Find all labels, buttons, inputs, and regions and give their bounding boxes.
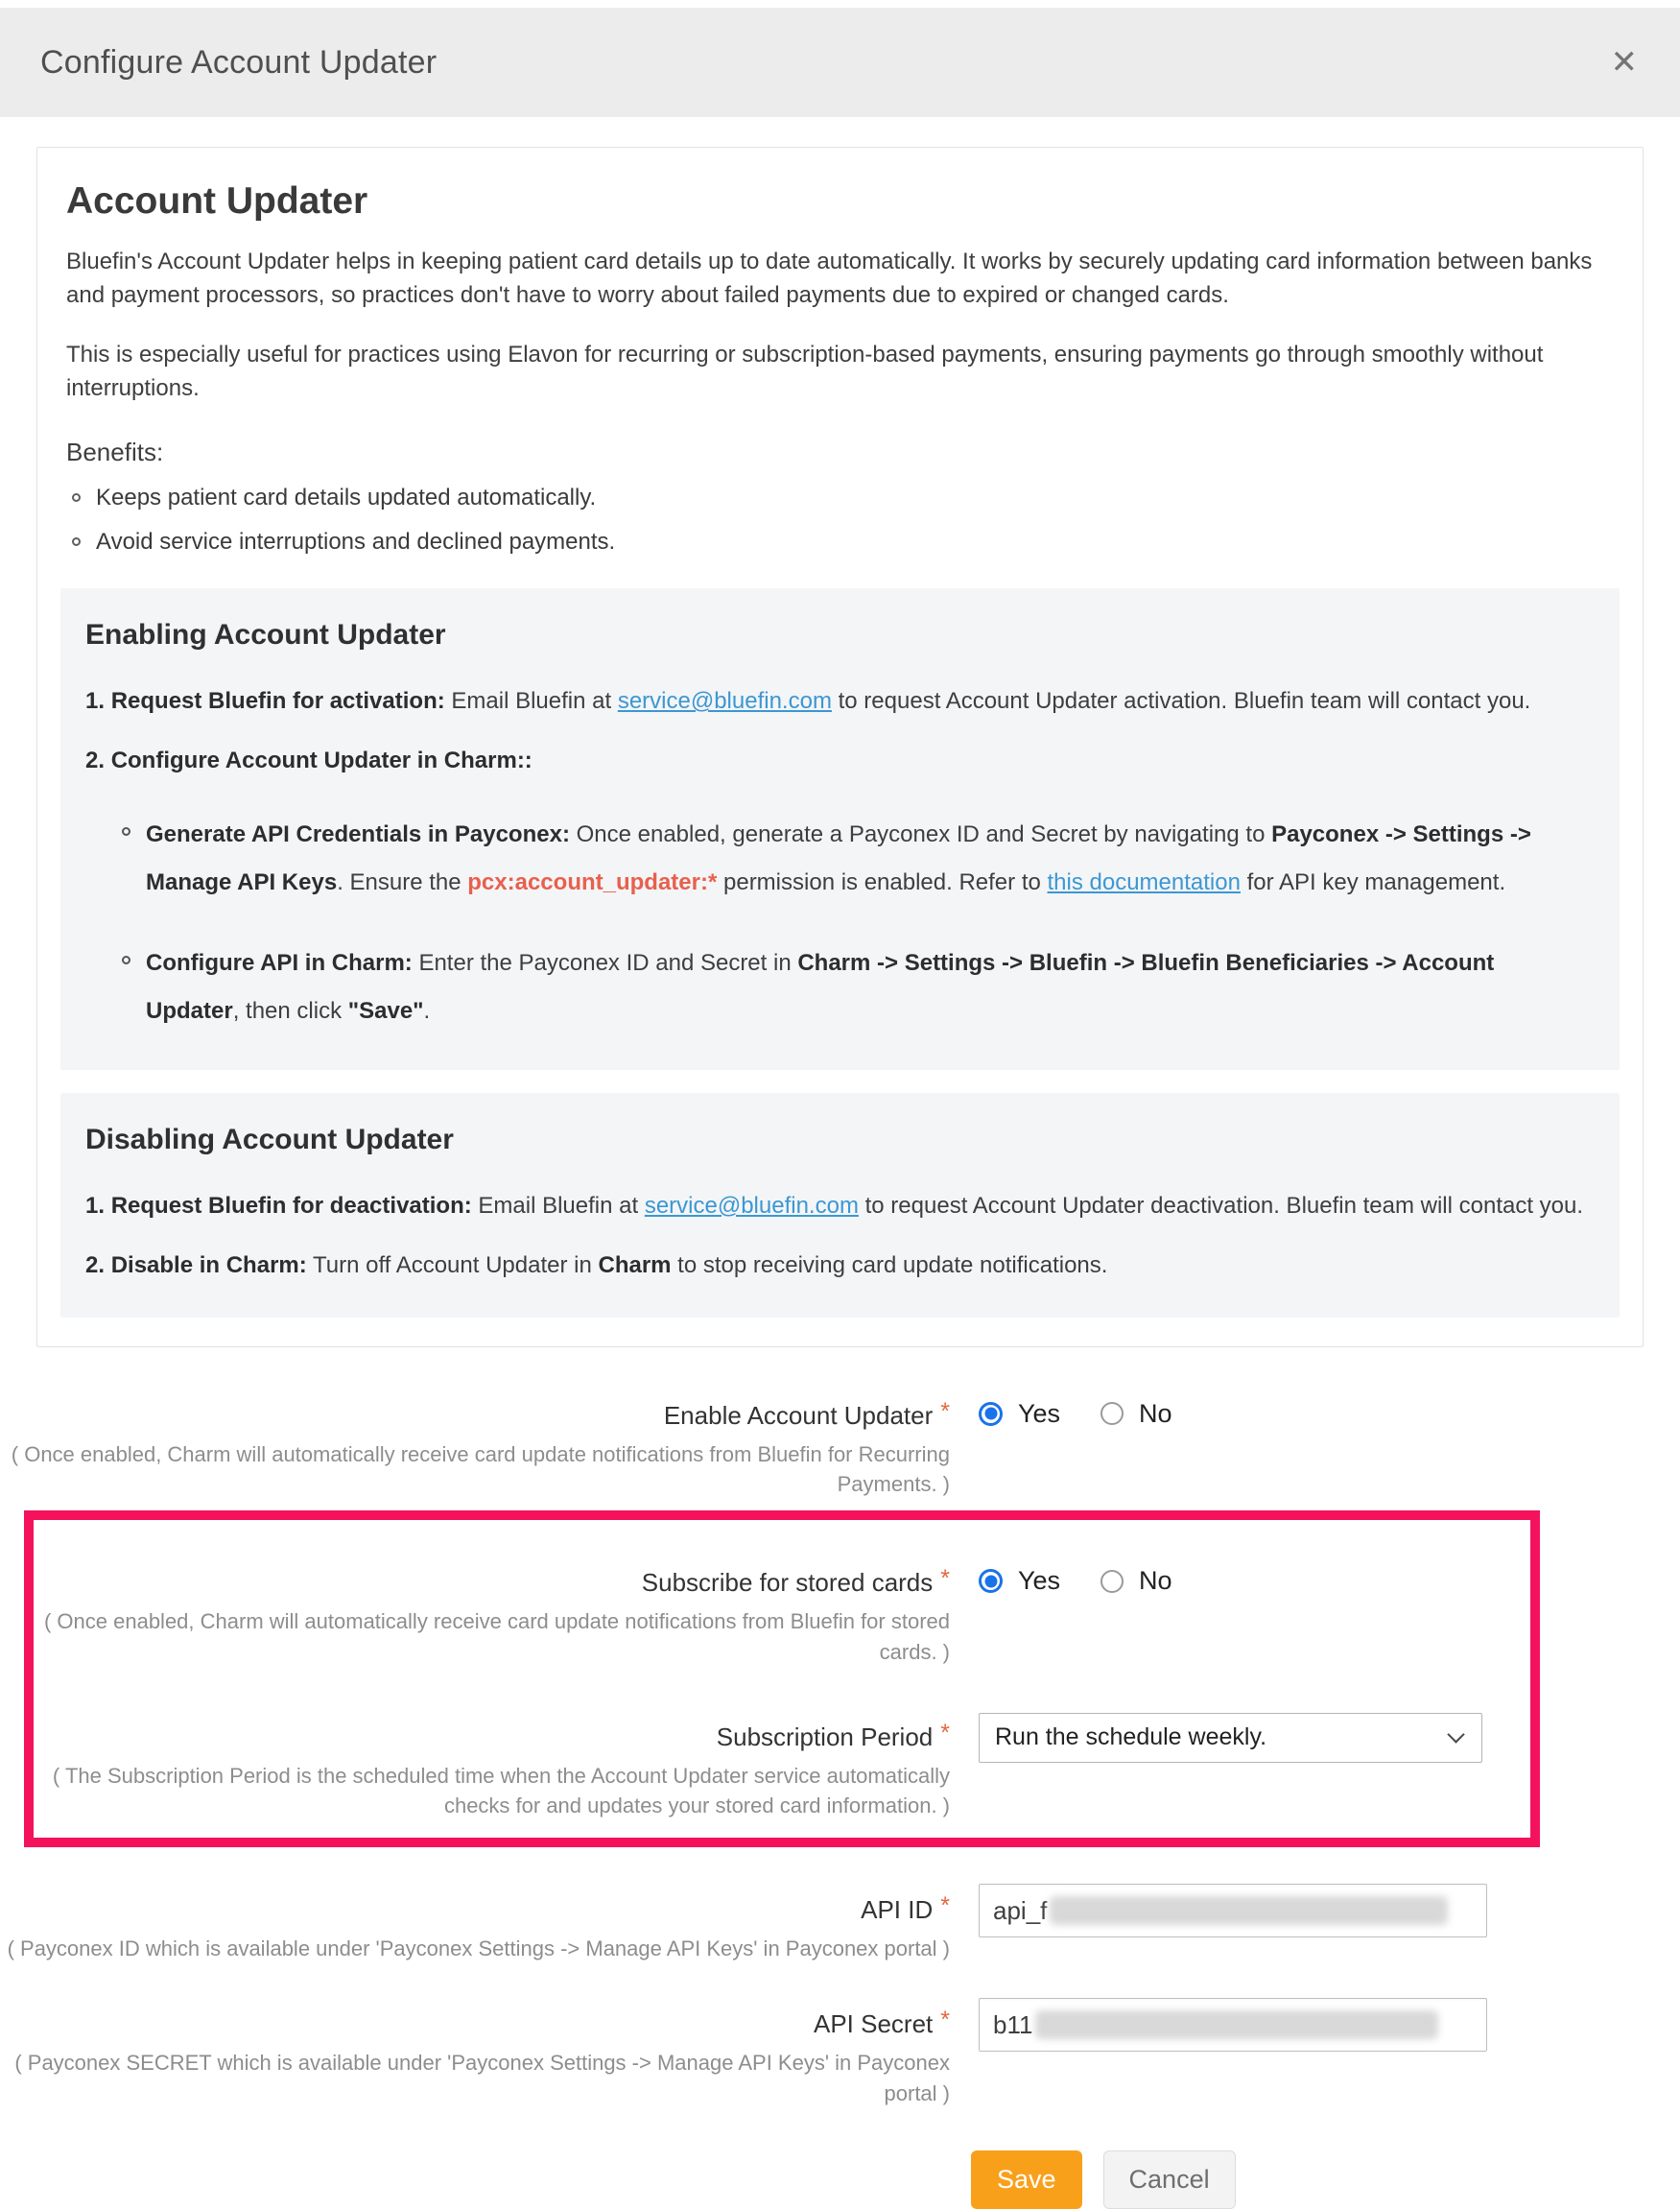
enabling-section-title: Enabling Account Updater	[85, 619, 446, 652]
form-actions	[971, 2150, 1680, 2209]
modal-header	[0, 8, 1680, 117]
step-lead: Configure Account Updater in Charm::	[110, 748, 532, 774]
period-help-text: ( The Subscription Period is the scheduled time when the Account Updater service automatically checks for and updates your stored card information. )	[52, 1763, 950, 1817]
substep-text: Generate API Credentials in Payconex: Once enabled, generate a Payconex ID and Secret by navigating to Payconex -> Settings -> Manage API Keys. Ensure the pcx:account_updater:* permission is enabled. Refer to this documentation for API key management.	[146, 821, 1531, 896]
page-title: Account Updater	[66, 180, 368, 222]
radio-option-yes[interactable]: Yes	[1018, 1566, 1061, 1596]
service-email-link[interactable]: service@bluefin.com	[617, 688, 832, 715]
benefits-title: Benefits:	[66, 438, 164, 467]
disabling-step-1: 1. Request Bluefin for deactivation: Email Bluefin at service@bluefin.com to request Account Updater deactivation. Bluefin team will contact you.	[85, 1192, 1584, 1219]
benefit-item	[72, 485, 1620, 511]
radio-option-yes[interactable]: Yes	[1018, 1398, 1061, 1428]
benefit-text: Keeps patient card details updated automatically.	[96, 485, 597, 511]
bullet-circle-icon	[122, 827, 130, 836]
subscription-period-select[interactable]	[979, 1713, 1482, 1763]
radio-selected-icon[interactable]	[979, 1402, 1003, 1426]
subscribe-help-text: ( Once enabled, Charm will automatically receive card update notifications from Bluefin for stored cards. )	[43, 1609, 950, 1664]
settings-form	[0, 1397, 1680, 2209]
step-lead: Request Bluefin for deactivation:	[110, 1192, 472, 1219]
step-number: 1.	[85, 688, 106, 715]
required-asterisk: *	[940, 1719, 950, 1746]
subscribe-radio-group	[979, 1566, 1197, 1596]
cancel-button[interactable]: Cancel	[1103, 2150, 1236, 2209]
api-secret-value: b11	[993, 2009, 1033, 2039]
step-lead: Request Bluefin for activation:	[110, 688, 445, 715]
step-text: Email Bluefin at	[444, 688, 618, 715]
subscribe-label: Subscribe for stored cards	[641, 1568, 934, 1598]
enable-label: Enable Account Updater	[663, 1400, 934, 1430]
radio-unselected-icon[interactable]	[1100, 1402, 1124, 1425]
radio-unselected-icon[interactable]	[1100, 1570, 1124, 1593]
redacted-api-secret	[1035, 2010, 1438, 2039]
substep-lead: Generate API Credentials in Payconex:	[146, 821, 570, 848]
disabling-section	[60, 1093, 1620, 1318]
modal-title: Configure Account Updater	[40, 43, 438, 81]
bullet-circle-icon	[72, 493, 81, 502]
required-asterisk: *	[940, 1565, 950, 1593]
step-number: 1.	[85, 1192, 106, 1219]
documentation-link[interactable]: this documentation	[1047, 869, 1241, 896]
enabling-step-2	[85, 744, 1591, 778]
api-secret-input[interactable]	[979, 1998, 1487, 2052]
disabling-step-2: 2. Disable in Charm: Turn off Account Updater in Charm to stop receiving card update notifications.	[85, 1251, 1108, 1278]
bullet-circle-icon	[122, 956, 130, 964]
redacted-api-id	[1050, 1896, 1448, 1925]
select-value: Run the schedule weekly.	[995, 1723, 1267, 1751]
subscription-period-row	[34, 1713, 1530, 1820]
api-id-row	[0, 1884, 1680, 1963]
period-label: Subscription Period	[716, 1722, 934, 1751]
bullet-circle-icon	[72, 537, 81, 546]
api-id-input[interactable]	[979, 1884, 1487, 1937]
step-number: 2.	[85, 1251, 106, 1278]
required-asterisk: *	[940, 1892, 950, 1920]
highlight-annotation-box	[24, 1510, 1540, 1847]
subscribe-stored-cards-row	[34, 1565, 1530, 1666]
benefit-item	[72, 529, 1620, 556]
radio-selected-icon[interactable]	[979, 1569, 1003, 1593]
step-text: to request Account Updater activation. Bluefin team will contact you.	[831, 688, 1531, 715]
radio-option-no[interactable]: No	[1139, 1398, 1172, 1428]
chevron-down-icon	[1447, 1726, 1464, 1744]
intro-paragraph-1: Bluefin's Account Updater helps in keeping patient card details up to date automatically. It works by securely updating card information between banks and payment processors, so practices don't have to worry about failed payments due to expired or changed cards.	[66, 249, 1593, 308]
enable-help-text: ( Once enabled, Charm will automatically receive card update notifications from Bluefin for Recurring Payments. )	[11, 1441, 950, 1497]
required-asterisk: *	[940, 1397, 950, 1425]
benefit-text: Avoid service interruptions and declined payments.	[96, 529, 616, 556]
radio-option-no[interactable]: No	[1139, 1566, 1172, 1596]
step-number: 2.	[85, 748, 106, 774]
enabling-substep-1	[122, 811, 1591, 907]
api-id-value: api_f	[993, 1895, 1048, 1925]
enable-account-updater-row	[0, 1397, 1680, 1499]
api-id-help-text: ( Payconex ID which is available under 'Payconex Settings -> Manage API Keys' in Payconex portal )	[7, 1936, 950, 1961]
step-lead: Disable in Charm:	[110, 1251, 307, 1278]
radio-dot	[984, 1575, 997, 1587]
api-secret-label: API Secret	[813, 2009, 934, 2039]
disabling-section-title: Disabling Account Updater	[85, 1123, 454, 1155]
save-button[interactable]: Save	[971, 2150, 1082, 2209]
content-card	[36, 147, 1644, 1347]
enabling-section	[60, 588, 1620, 1070]
api-secret-row	[0, 1998, 1680, 2107]
api-secret-help-text: ( Payconex SECRET which is available under 'Payconex Settings -> Manage API Keys' in Payconex portal )	[14, 2051, 950, 2105]
intro-paragraph-2: This is especially useful for practices using Elavon for recurring or subscription-based payments, ensuring payments go through smoothly without interruptions.	[66, 342, 1544, 401]
permission-code: pcx:account_updater:*	[467, 869, 718, 896]
enabling-substep-2	[122, 939, 1591, 1035]
substep-text: Configure API in Charm: Enter the Payconex ID and Secret in Charm -> Settings -> Bluefin -> Bluefin Beneficiaries -> Account Updater, then click "Save".	[146, 950, 1495, 1024]
enabling-step-1	[85, 684, 1591, 719]
required-asterisk: *	[940, 2007, 950, 2034]
radio-dot	[984, 1408, 997, 1420]
substep-lead: Configure API in Charm:	[146, 950, 413, 976]
enable-radio-group	[979, 1399, 1197, 1429]
service-email-link[interactable]: service@bluefin.com	[644, 1192, 859, 1219]
api-id-label: API ID	[861, 1895, 934, 1925]
close-icon[interactable]: ✕	[1610, 44, 1638, 81]
